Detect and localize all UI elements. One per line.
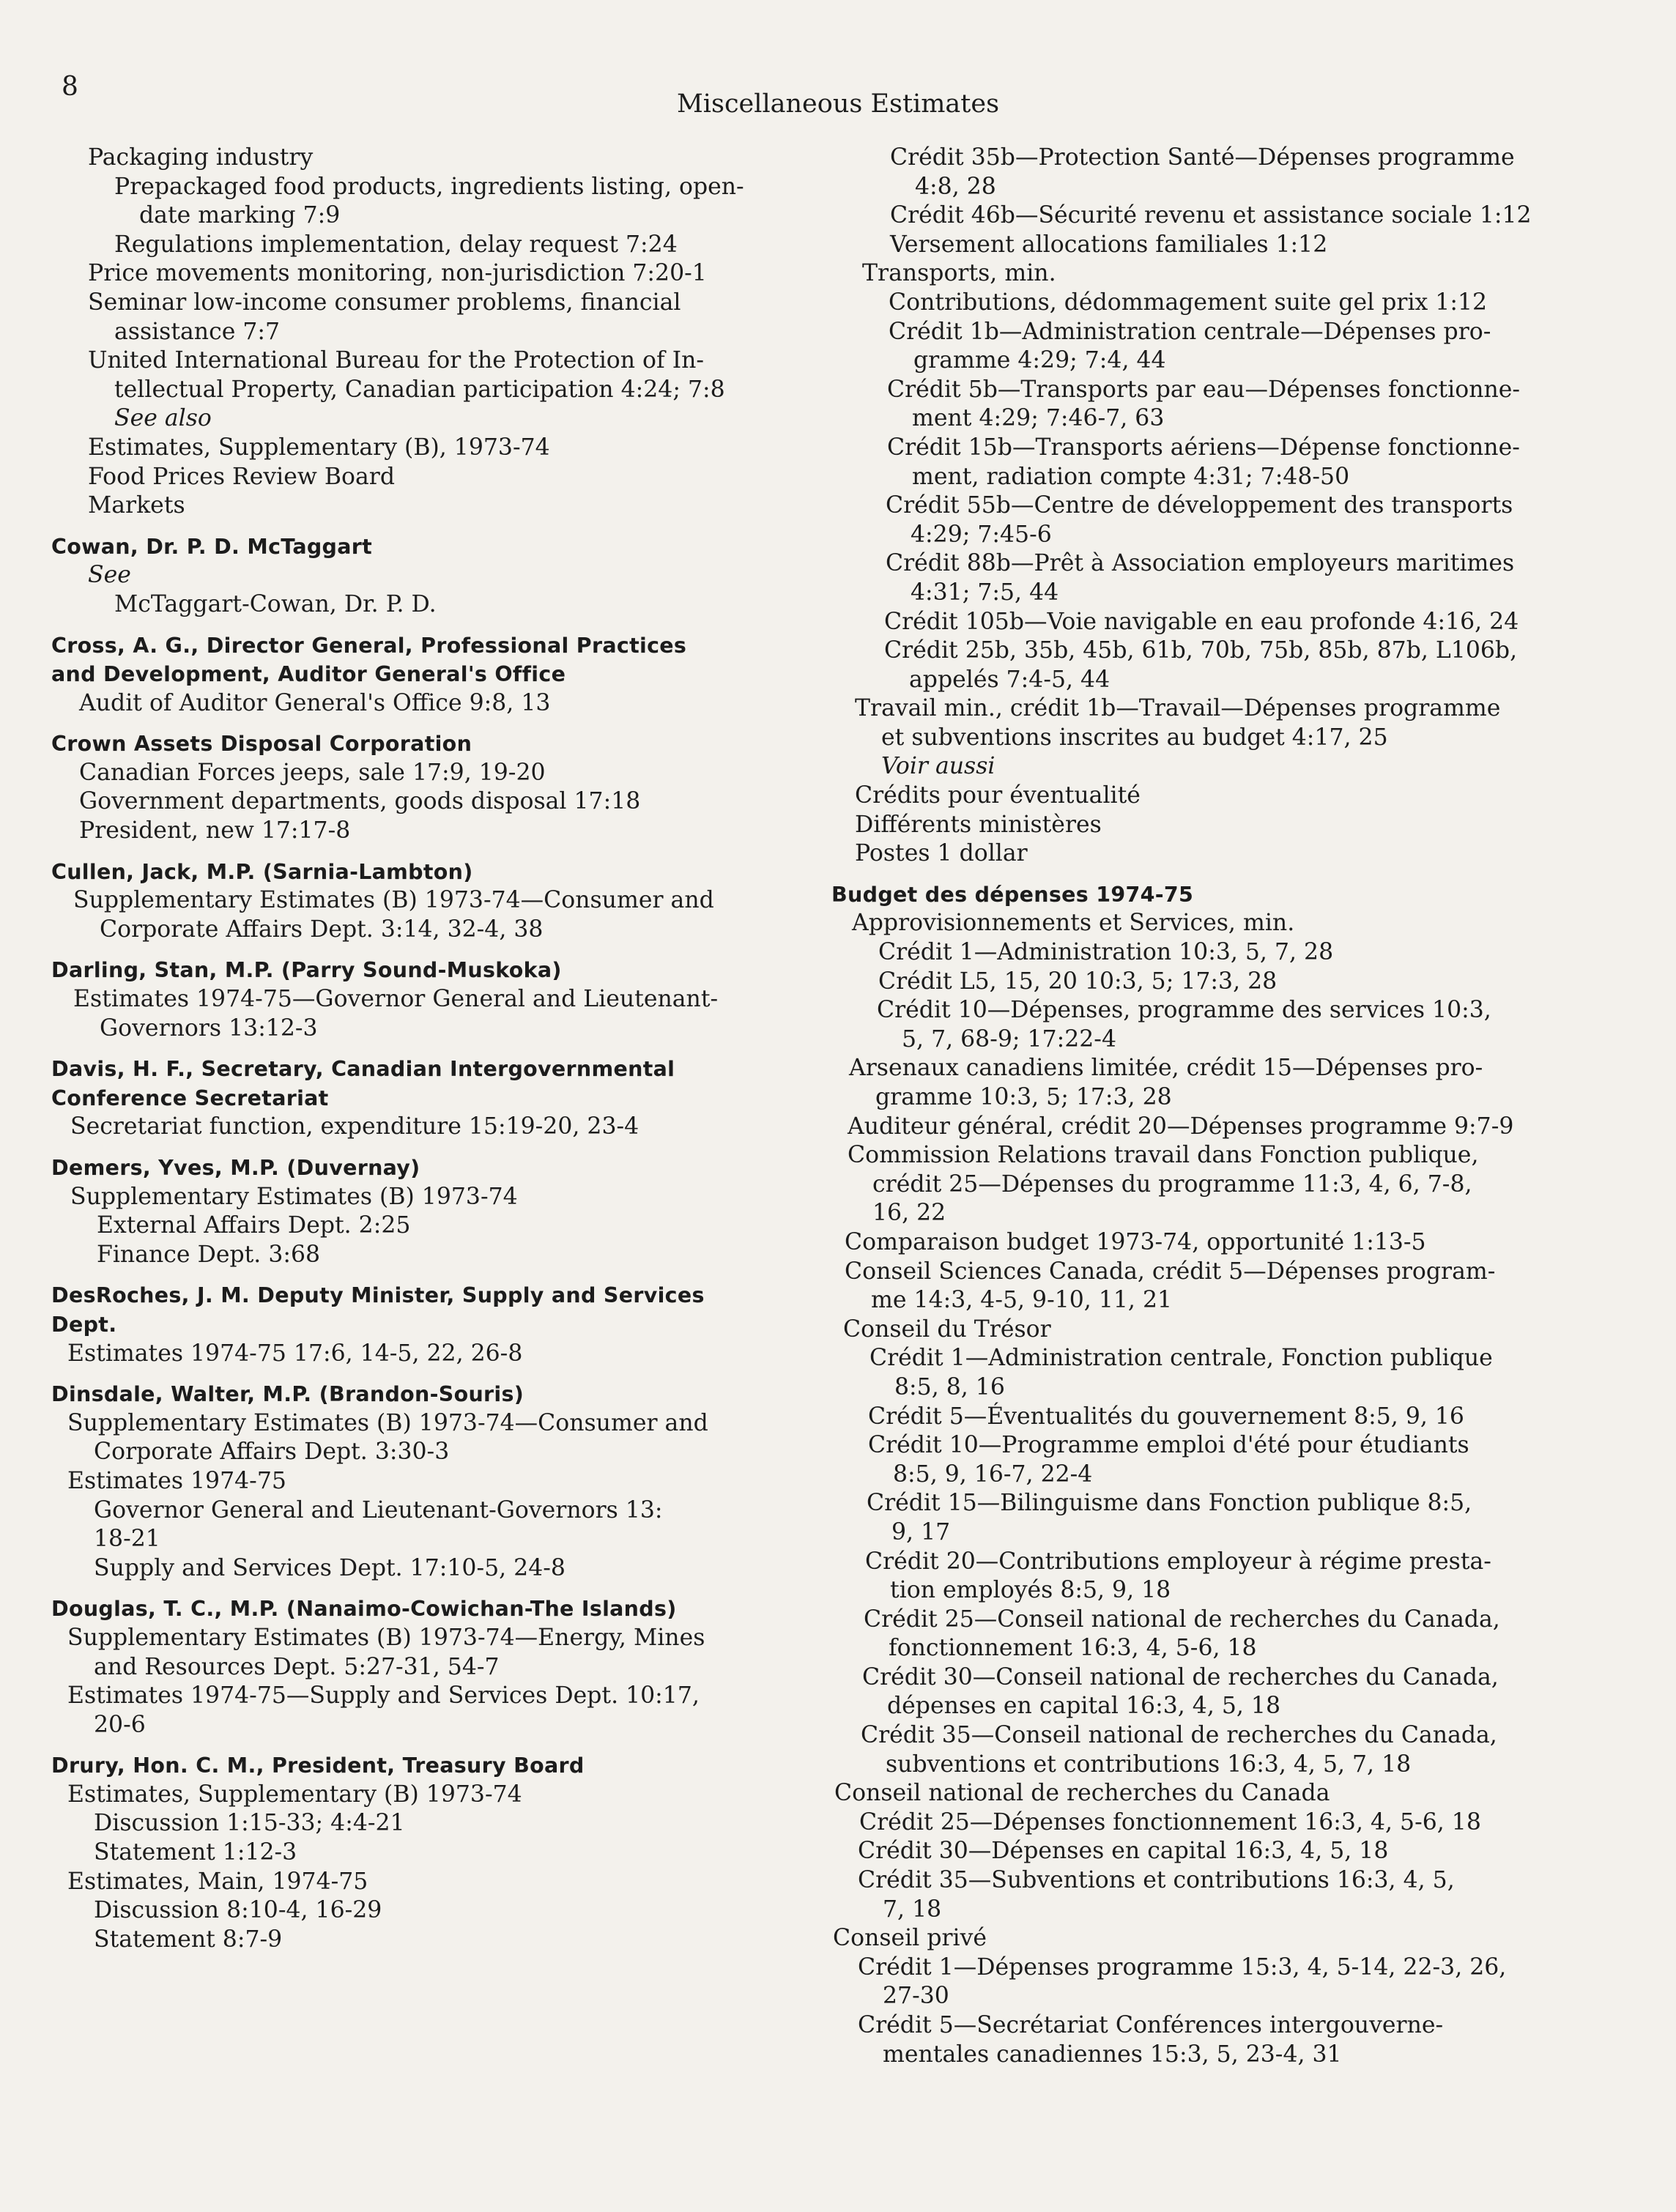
index-entry: 16, 22 bbox=[872, 1200, 946, 1227]
index-heading: Dept. bbox=[51, 1312, 117, 1337]
index-entry: Voir aussi bbox=[881, 753, 995, 780]
index-heading: Budget des dépenses 1974-75 bbox=[831, 882, 1194, 907]
running-head: Miscellaneous Estimates bbox=[676, 89, 1000, 119]
index-entry: Markets bbox=[88, 492, 185, 519]
index-entry: 9, 17 bbox=[891, 1518, 951, 1545]
index-entry: Packaging industry bbox=[88, 144, 314, 171]
index-entry: Crédit 5—Secrétariat Conférences intergouverne- bbox=[858, 2012, 1444, 2038]
index-entry: Statement 1:12-3 bbox=[94, 1839, 297, 1866]
index-entry: 7, 18 bbox=[883, 1896, 942, 1923]
index-entry: Crédit 55b—Centre de développement des transports bbox=[886, 492, 1513, 519]
index-entry: Canadian Forces jeeps, sale 17:9, 19-20 bbox=[79, 759, 546, 786]
index-entry: 8:5, 9, 16-7, 22-4 bbox=[893, 1461, 1093, 1488]
index-entry: 27-30 bbox=[883, 1983, 949, 2010]
index-entry: Price movements monitoring, non-jurisdiction 7:20-1 bbox=[88, 260, 707, 287]
index-entry: date marking 7:9 bbox=[139, 202, 341, 229]
index-entry: Arsenaux canadiens limitée, crédit 15—Dépenses pro- bbox=[849, 1055, 1483, 1082]
index-entry: Crédit 1—Dépenses programme 15:3, 4, 5-14, 22-3, 26, bbox=[858, 1953, 1507, 1981]
index-entry: 4:8, 28 bbox=[915, 173, 996, 200]
index-entry: Crédits pour éventualité bbox=[855, 782, 1141, 809]
index-entry: Estimates 1974-75 17:6, 14-5, 22, 26-8 bbox=[67, 1340, 523, 1367]
index-entry: 5, 7, 68-9; 17:22-4 bbox=[902, 1025, 1116, 1053]
index-entry: me 14:3, 4-5, 9-10, 11, 21 bbox=[871, 1287, 1173, 1314]
index-entry: 20-6 bbox=[94, 1711, 146, 1738]
left-column bbox=[51, 144, 813, 1954]
index-entry: Crédit 30—Conseil national de recherches du Canada, bbox=[862, 1663, 1499, 1690]
index-entry: gramme 4:29; 7:4, 44 bbox=[913, 347, 1166, 374]
index-entry: Versement allocations familiales 1:12 bbox=[890, 231, 1328, 258]
index-entry: Crédit 1—Administration 10:3, 5, 7, 28 bbox=[878, 939, 1334, 966]
index-entry: United International Bureau for the Protection of In- bbox=[88, 347, 705, 374]
index-entry: Supplementary Estimates (B) 1973-74—Consumer and bbox=[73, 887, 714, 914]
index-entry: Crédit 5b—Transports par eau—Dépenses fonctionne- bbox=[887, 376, 1521, 403]
index-heading: and Development, Auditor General's Office bbox=[51, 662, 566, 687]
index-entry: ment 4:29; 7:46-7, 63 bbox=[912, 405, 1165, 432]
right-column bbox=[831, 144, 1586, 2069]
index-entry: assistance 7:7 bbox=[114, 318, 281, 345]
index-entry: Estimates 1974-75 bbox=[67, 1467, 286, 1494]
index-entry: 8:5, 8, 16 bbox=[894, 1373, 1005, 1400]
index-entry: Postes 1 dollar bbox=[855, 840, 1028, 867]
index-entry: See bbox=[88, 562, 131, 589]
index-entry: Crédit 10—Programme emploi d'été pour étudiants bbox=[868, 1432, 1469, 1459]
index-entry: Corporate Affairs Dept. 3:30-3 bbox=[94, 1439, 450, 1466]
index-entry: Conseil national de recherches du Canada bbox=[834, 1780, 1330, 1807]
index-entry: Contributions, dédommagement suite gel prix 1:12 bbox=[889, 289, 1488, 316]
index-entry: Conseil Sciences Canada, crédit 5—Dépenses program- bbox=[845, 1258, 1496, 1285]
index-entry: Crédit 25—Conseil national de recherches du Canada, bbox=[864, 1606, 1500, 1633]
index-heading: Cowan, Dr. P. D. McTaggart bbox=[51, 534, 373, 559]
index-entry: et subventions inscrites au budget 4:17, 25 bbox=[881, 724, 1388, 751]
index-heading: Davis, H. F., Secretary, Canadian Intergovernmental bbox=[51, 1057, 675, 1082]
index-entry: Crédit 5—Éventualités du gouvernement 8:5, 9, 16 bbox=[868, 1403, 1464, 1430]
index-entry: Crédit 30—Dépenses en capital 16:3, 4, 5, 18 bbox=[858, 1838, 1389, 1865]
index-entry: Statement 8:7-9 bbox=[94, 1926, 283, 1953]
index-heading: Cullen, Jack, M.P. (Sarnia-Lambton) bbox=[51, 859, 473, 884]
index-entry: Approvisionnements et Services, min. bbox=[852, 910, 1295, 937]
index-entry: Supplementary Estimates (B) 1973-74—Energy, Mines bbox=[67, 1624, 705, 1651]
index-entry: Auditeur général, crédit 20—Dépenses programme 9:7-9 bbox=[848, 1113, 1514, 1140]
index-heading: Cross, A. G., Director General, Professional Practices bbox=[51, 633, 687, 658]
index-heading: Dinsdale, Walter, M.P. (Brandon-Souris) bbox=[51, 1382, 524, 1407]
index-entry: Governors 13:12-3 bbox=[100, 1014, 318, 1042]
index-entry: Crédit 105b—Voie navigable en eau profonde 4:16, 24 bbox=[884, 608, 1519, 635]
index-heading: Douglas, T. C., M.P. (Nanaimo-Cowichan-The Islands) bbox=[51, 1597, 677, 1622]
index-entry: Audit of Auditor General's Office 9:8, 13 bbox=[79, 689, 551, 716]
index-heading: Darling, Stan, M.P. (Parry Sound-Muskoka) bbox=[51, 958, 562, 983]
index-entry: Crédit 15—Bilinguisme dans Fonction publique 8:5, bbox=[867, 1490, 1472, 1517]
index-entry: tellectual Property, Canadian participation 4:24; 7:8 bbox=[114, 376, 725, 403]
index-entry: Supplementary Estimates (B) 1973-74 bbox=[70, 1183, 518, 1210]
index-entry: Crédit 20—Contributions employeur à régime presta- bbox=[865, 1548, 1491, 1575]
index-entry: Secretariat function, expenditure 15:19-20, 23-4 bbox=[70, 1113, 639, 1140]
index-entry: 4:31; 7:5, 44 bbox=[911, 579, 1059, 606]
index-entry: Seminar low-income consumer problems, financial bbox=[88, 289, 681, 316]
index-entry: Crédit 1b—Administration centrale—Dépenses pro- bbox=[889, 318, 1491, 345]
index-entry: Travail min., crédit 1b—Travail—Dépenses programme bbox=[855, 695, 1501, 722]
index-entry: 18-21 bbox=[94, 1526, 160, 1553]
index-entry: Finance Dept. 3:68 bbox=[97, 1241, 321, 1268]
index-entry: gramme 10:3, 5; 17:3, 28 bbox=[875, 1084, 1172, 1110]
index-entry: Crédit 35b—Protection Santé—Dépenses programme bbox=[890, 144, 1515, 171]
index-entry: Estimates, Main, 1974-75 bbox=[67, 1868, 368, 1895]
index-entry: appelés 7:4-5, 44 bbox=[909, 666, 1110, 693]
index-heading: Crown Assets Disposal Corporation bbox=[51, 732, 472, 757]
index-entry: Regulations implementation, delay request 7:24 bbox=[114, 231, 678, 258]
index-entry: crédit 25—Dépenses du programme 11:3, 4, 6, 7-8, bbox=[872, 1170, 1472, 1198]
page-number: 8 bbox=[62, 72, 78, 102]
index-entry: Crédit 25b, 35b, 45b, 61b, 70b, 75b, 85b, 87b, L106b, bbox=[884, 637, 1518, 664]
index-heading: Drury, Hon. C. M., President, Treasury Board bbox=[51, 1753, 585, 1778]
index-entry: Crédit 35—Conseil national de recherches du Canada, bbox=[861, 1722, 1497, 1749]
index-entry: ment, radiation compte 4:31; 7:48-50 bbox=[912, 463, 1350, 490]
index-entry: Conseil privé bbox=[833, 1925, 987, 1952]
index-entry: See also bbox=[114, 405, 212, 432]
index-entry: President, new 17:17-8 bbox=[79, 817, 351, 845]
index-entry: Crédit 25—Dépenses fonctionnement 16:3, 4, 5-6, 18 bbox=[859, 1808, 1481, 1836]
index-entry: Corporate Affairs Dept. 3:14, 32-4, 38 bbox=[100, 916, 544, 943]
index-entry: Estimates, Supplementary (B), 1973-74 bbox=[88, 434, 550, 461]
index-entry: McTaggart-Cowan, Dr. P. D. bbox=[114, 590, 437, 617]
index-entry: Crédit 10—Dépenses, programme des services 10:3, bbox=[877, 997, 1491, 1024]
index-entry: Government departments, goods disposal 17:18 bbox=[79, 788, 641, 815]
index-entry: fonctionnement 16:3, 4, 5-6, 18 bbox=[889, 1635, 1257, 1662]
index-entry: Transports, min. bbox=[862, 260, 1056, 287]
index-entry: tion employés 8:5, 9, 18 bbox=[890, 1577, 1171, 1604]
index-entry: Food Prices Review Board bbox=[88, 463, 395, 490]
index-entry: Différents ministères bbox=[855, 811, 1102, 838]
index-entry: Conseil du Trésor bbox=[843, 1315, 1051, 1343]
index-entry: Prepackaged food products, ingredients listing, open- bbox=[114, 173, 744, 200]
index-entry: Estimates, Supplementary (B) 1973-74 bbox=[67, 1781, 522, 1808]
index-heading: Demers, Yves, M.P. (Duvernay) bbox=[51, 1156, 420, 1180]
index-entry: Commission Relations travail dans Fonction publique, bbox=[848, 1142, 1479, 1169]
index-entry: Crédit 15b—Transports aériens—Dépense fonctionne- bbox=[887, 434, 1520, 461]
index-entry: dépenses en capital 16:3, 4, 5, 18 bbox=[887, 1693, 1280, 1720]
index-entry: and Resources Dept. 5:27-31, 54-7 bbox=[94, 1653, 500, 1680]
index-entry: Crédit 35—Subventions et contributions 16:3, 4, 5, bbox=[858, 1867, 1455, 1894]
index-heading: Conference Secretariat bbox=[51, 1085, 329, 1110]
index-entry: Crédit L5, 15, 20 10:3, 5; 17:3, 28 bbox=[878, 968, 1278, 995]
index-heading: DesRoches, J. M. Deputy Minister, Supply and Services bbox=[51, 1283, 705, 1308]
index-entry: Estimates 1974-75—Governor General and Lieutenant- bbox=[73, 986, 719, 1013]
index-entry: Discussion 1:15-33; 4:4-21 bbox=[94, 1810, 405, 1837]
index-entry: mentales canadiennes 15:3, 5, 23-4, 31 bbox=[883, 2041, 1342, 2068]
index-entry: Supplementary Estimates (B) 1973-74—Consumer and bbox=[67, 1409, 708, 1436]
index-entry: Comparaison budget 1973-74, opportunité 1:13-5 bbox=[845, 1228, 1426, 1255]
index-entry: subventions et contributions 16:3, 4, 5, 7, 18 bbox=[886, 1751, 1412, 1778]
index-entry: Supply and Services Dept. 17:10-5, 24-8 bbox=[94, 1554, 566, 1581]
index-entry: Estimates 1974-75—Supply and Services Dept. 10:17, bbox=[67, 1682, 700, 1710]
index-entry: Discussion 8:10-4, 16-29 bbox=[94, 1897, 382, 1924]
index-entry: 4:29; 7:45-6 bbox=[911, 521, 1052, 548]
index-entry: Governor General and Lieutenant-Governors 13: bbox=[94, 1496, 663, 1523]
index-entry: External Affairs Dept. 2:25 bbox=[97, 1212, 411, 1239]
index-entry: Crédit 1—Administration centrale, Fonction publique bbox=[869, 1345, 1493, 1372]
index-entry: Crédit 46b—Sécurité revenu et assistance sociale 1:12 bbox=[890, 202, 1532, 229]
index-entry: Crédit 88b—Prêt à Association employeurs maritimes bbox=[886, 550, 1515, 577]
